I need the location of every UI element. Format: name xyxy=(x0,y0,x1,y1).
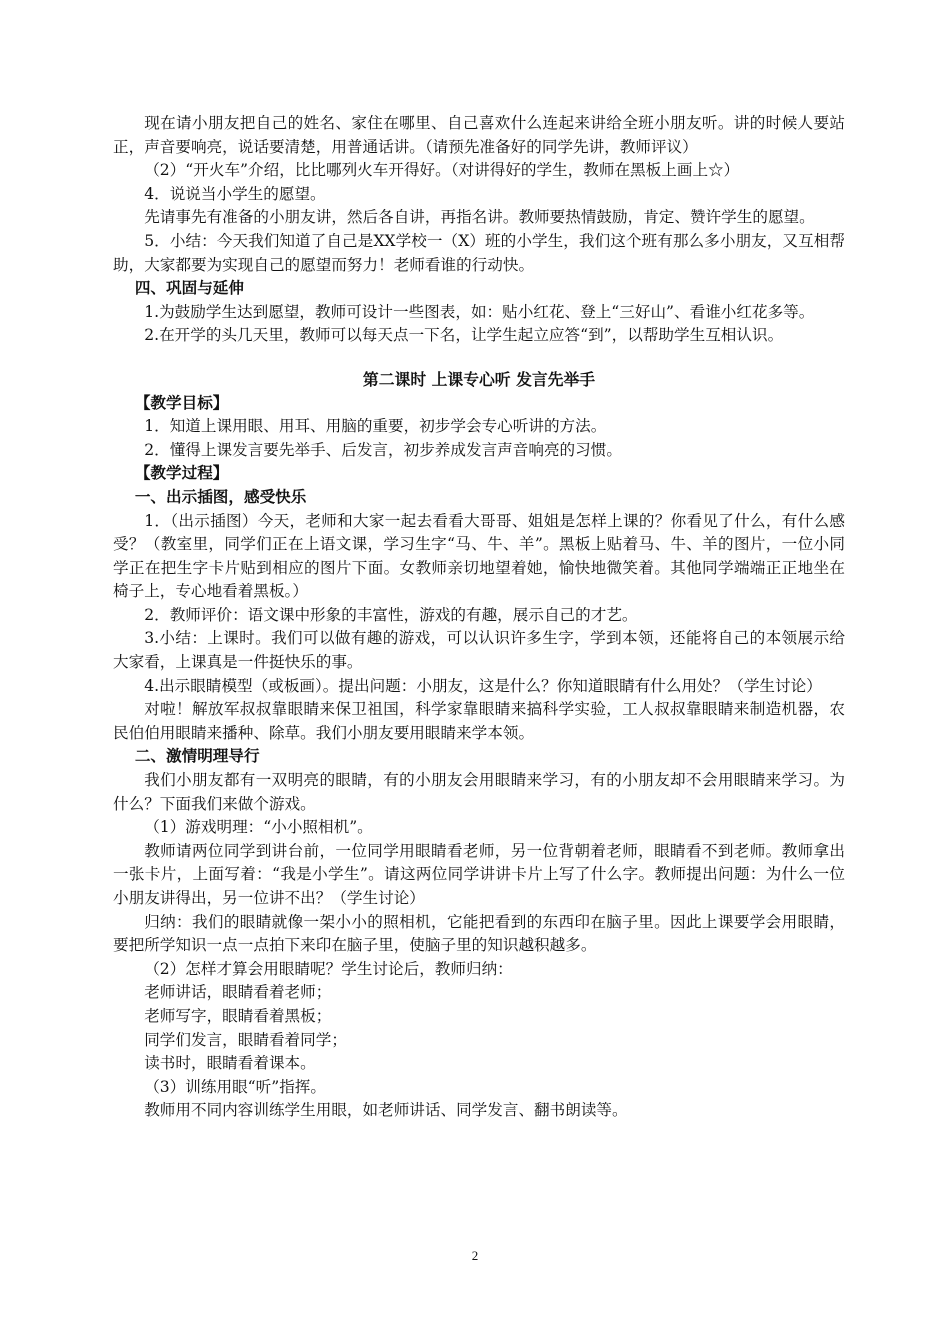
paragraph: 我们小朋友都有一双明亮的眼睛，有的小朋友会用眼睛来学习，有的小朋友却不会用眼睛来学习。为什么？下面我们来做个游戏。 xyxy=(113,771,845,813)
paragraph: （2）怎样才算会用眼睛呢？学生讨论后，教师归纳： xyxy=(144,959,513,978)
document-page xyxy=(113,112,845,1123)
lesson-title: 第二课时 上课专心听 发言先举手 xyxy=(362,369,596,389)
paragraph: 教师用不同内容训练学生用眼，如老师讲话、同学发言、翻书朗读等。 xyxy=(144,1101,628,1120)
section-heading: 一、出示插图，感受快乐 xyxy=(134,487,307,506)
paragraph: 2．教师评价：语文课中形象的丰富性，游戏的有趣，展示自己的才艺。 xyxy=(144,605,638,624)
paragraph: 4.出示眼睛模型（或板画）。提出问题：小朋友，这是什么？你知道眼睛有什么用处？（学生讨论） xyxy=(144,676,822,695)
page-number: 2 xyxy=(471,1248,479,1263)
paragraph: 先请事先有准备的小朋友讲，然后各自讲，再指名讲。教师要热情鼓励，肯定、赞许学生的愿望。 xyxy=(144,208,815,227)
goal-item: 1．知道上课用眼、用耳、用脑的重要，初步学会专心听讲的方法。 xyxy=(144,417,607,436)
paragraph: （3）训练用眼“听”指挥。 xyxy=(144,1077,326,1096)
paragraph: 教师请两位同学到讲台前，一位同学用眼睛看老师，另一位背朝着老师，眼睛看不到老师。教师拿出一张卡片，上面写着：“我是小学生”。请这两位同学讲讲卡片上写了什么字。教师提出问题：为什么一位小朋友讲得出，另一位讲不出？（学生讨论） xyxy=(113,841,845,907)
list-item: 读书时，眼睛看着课本。 xyxy=(144,1054,316,1073)
list-item: 同学们发言，眼睛看着同学； xyxy=(144,1030,347,1049)
paragraph: 4．说说当小学生的愿望。 xyxy=(144,184,326,203)
paragraph: 对啦！解放军叔叔靠眼睛来保卫祖国，科学家靠眼睛来搞科学实验，工人叔叔靠眼睛来制造机器，农民伯伯用眼睛来播种、除草。我们小朋友要用眼睛来学本领。 xyxy=(113,700,845,742)
goal-item: 2．懂得上课发言要先举手、后发言，初步养成发言声音响亮的习惯。 xyxy=(144,440,622,459)
goal-heading: 【教学目标】 xyxy=(134,393,229,412)
process-heading: 【教学过程】 xyxy=(134,464,229,483)
section-heading: 二、激情明理导行 xyxy=(134,747,260,766)
paragraph: 2.在开学的头几天里，教师可以每天点一下名，让学生起立应答“到”，以帮助学生互相认识。 xyxy=(144,326,784,345)
list-item: 老师写字，眼睛看着黑板； xyxy=(144,1006,332,1025)
paragraph: 3.小结：上课时。我们可以做有趣的游戏，可以认识许多生字，学到本领，还能将自己的本领展示给大家看，上课真是一件挺快乐的事。 xyxy=(113,629,845,672)
paragraph: （2）“开火车”介绍，比比哪列火车开得好。（对讲得好的学生，教师在黑板上画上☆） xyxy=(144,161,740,180)
paragraph: （1）游戏明理：“小小照相机”。 xyxy=(144,818,373,837)
paragraph: 5．小结：今天我们知道了自己是XX学校一（X）班的小学生，我们这个班有那么多小朋友，又互相帮助，大家都要为实现自己的愿望而努力！老师看谁的行动快。 xyxy=(113,231,845,274)
paragraph: 现在请小朋友把自己的姓名、家住在哪里、自己喜欢什么连起来讲给全班小朋友听。讲的时候人要站正，声音要响亮，说话要清楚，用普通话讲。（请预先准备好的同学先讲，教师评议） xyxy=(113,114,845,156)
paragraph: 归纳：我们的眼睛就像一架小小的照相机，它能把看到的东西印在脑子里。因此上课要学会用眼睛，要把所学知识一点一点拍下来印在脑子里，使脑子里的知识越积越多。 xyxy=(113,912,845,955)
section-heading: 四、巩固与延伸 xyxy=(134,279,244,298)
paragraph: 1．（出示插图）今天，老师和大家一起去看看大哥哥、姐姐是怎样上课的？你看见了什么，有什么感受？（教室里，同学们正在上语文课，学习生字“马、牛、羊”。黑板上贴着马、牛、羊的图片，一位小同学正在把生字卡片贴到相应的图片下面。女教师亲切地望着她，愉快地微笑着。其他同学端端正正地坐在椅子上，专心地看着黑板。） xyxy=(113,511,845,601)
paragraph: 1.为鼓励学生达到愿望，教师可设计一些图表，如：贴小红花、登上“三好山”、看谁小红花多等。 xyxy=(144,302,815,321)
list-item: 老师讲话，眼睛看着老师； xyxy=(144,983,332,1002)
